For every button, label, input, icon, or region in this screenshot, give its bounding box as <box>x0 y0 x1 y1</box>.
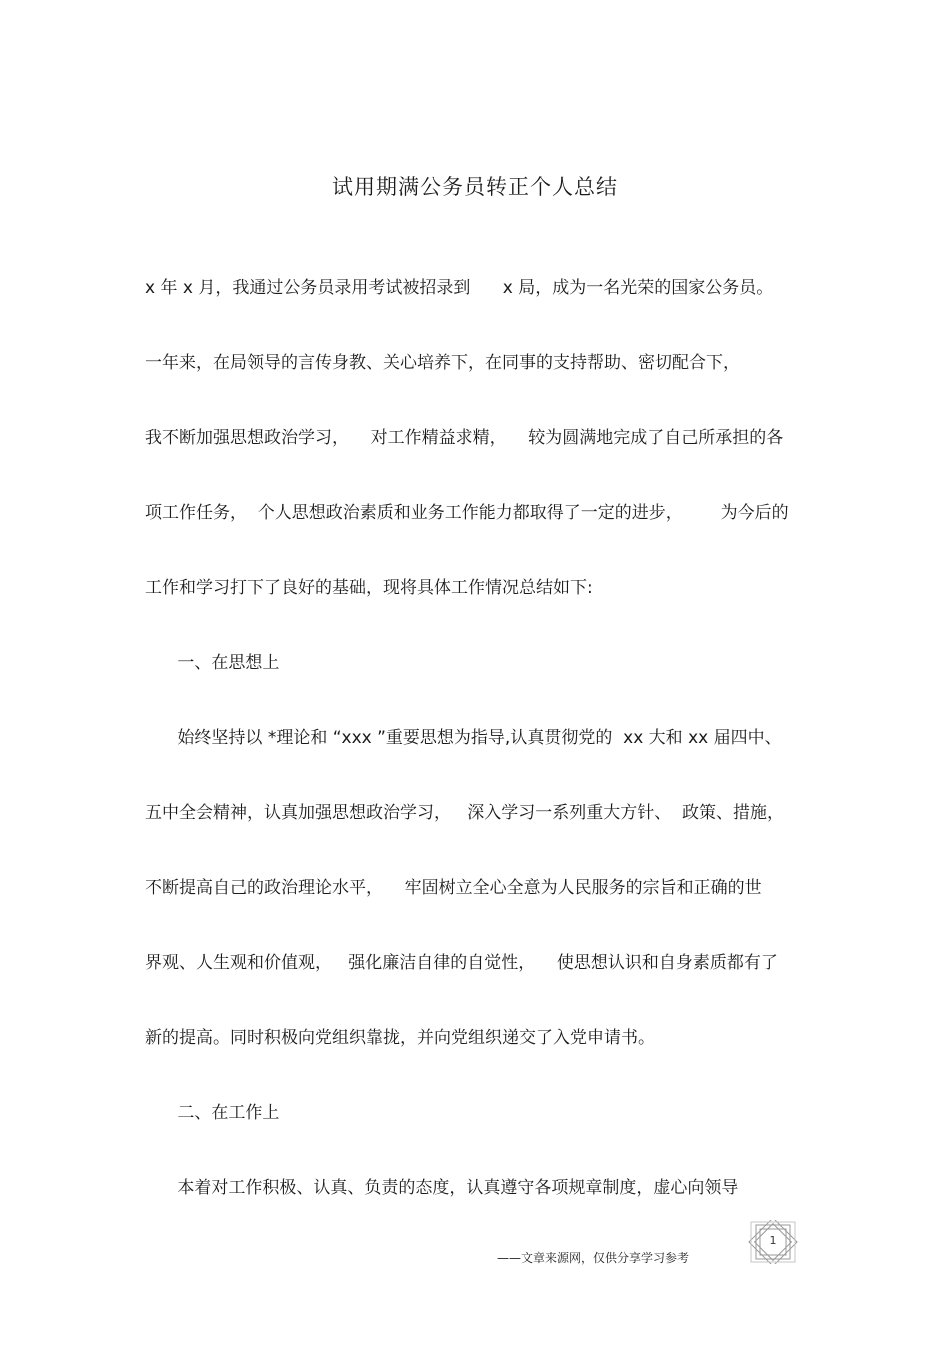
page-number-badge <box>748 1220 798 1264</box>
body-line: 新的提高。同时积极向党组织靠拢，并向党组织递交了入党申请书。 <box>145 1028 655 1048</box>
page-number: 1 <box>769 1234 777 1247</box>
body-line: x 年 x 月，我通过公务员录用考试被招录到 x 局，成为一名光荣的国家公务员。 <box>145 278 774 298</box>
section-heading: 一、在思想上 <box>145 653 280 673</box>
body-line: 工作和学习打下了良好的基础，现将具体工作情况总结如下: <box>145 578 593 598</box>
body-line: 界观、人生观和价值观， 强化廉洁自律的自觉性， 使思想认识和自身素质都有了 <box>145 953 778 973</box>
body-line: 始终坚持以 *理论和 “xxx ”重要思想为指导,认真贯彻党的 xx 大和 xx 届四中、 <box>145 728 782 748</box>
body-line: 本着对工作积极、认真、负责的态度，认真遵守各项规章制度，虚心向领导 <box>145 1178 739 1198</box>
document-title: 试用期满公务员转正个人总结 <box>332 175 618 199</box>
footer-source-note: ——文章来源网，仅供分享学习参考 <box>497 1251 690 1265</box>
body-line: 项工作任务， 个人思想政治素质和业务工作能力都取得了一定的进步， 为今后的 <box>145 503 789 523</box>
body-line: 五中全会精神，认真加强思想政治学习， 深入学习一系列重大方针、 政策、措施， <box>145 803 785 823</box>
body-line: 不断提高自己的政治理论水平， 牢固树立全心全意为人民服务的宗旨和正确的世 <box>145 878 762 898</box>
body-line: 一年来，在局领导的言传身教、关心培养下，在同事的支持帮助、密切配合下， <box>145 353 740 373</box>
body-line: 我不断加强思想政治学习， 对工作精益求精， 较为圆满地完成了自己所承担的各 <box>145 428 784 448</box>
section-heading: 二、在工作上 <box>145 1103 280 1123</box>
